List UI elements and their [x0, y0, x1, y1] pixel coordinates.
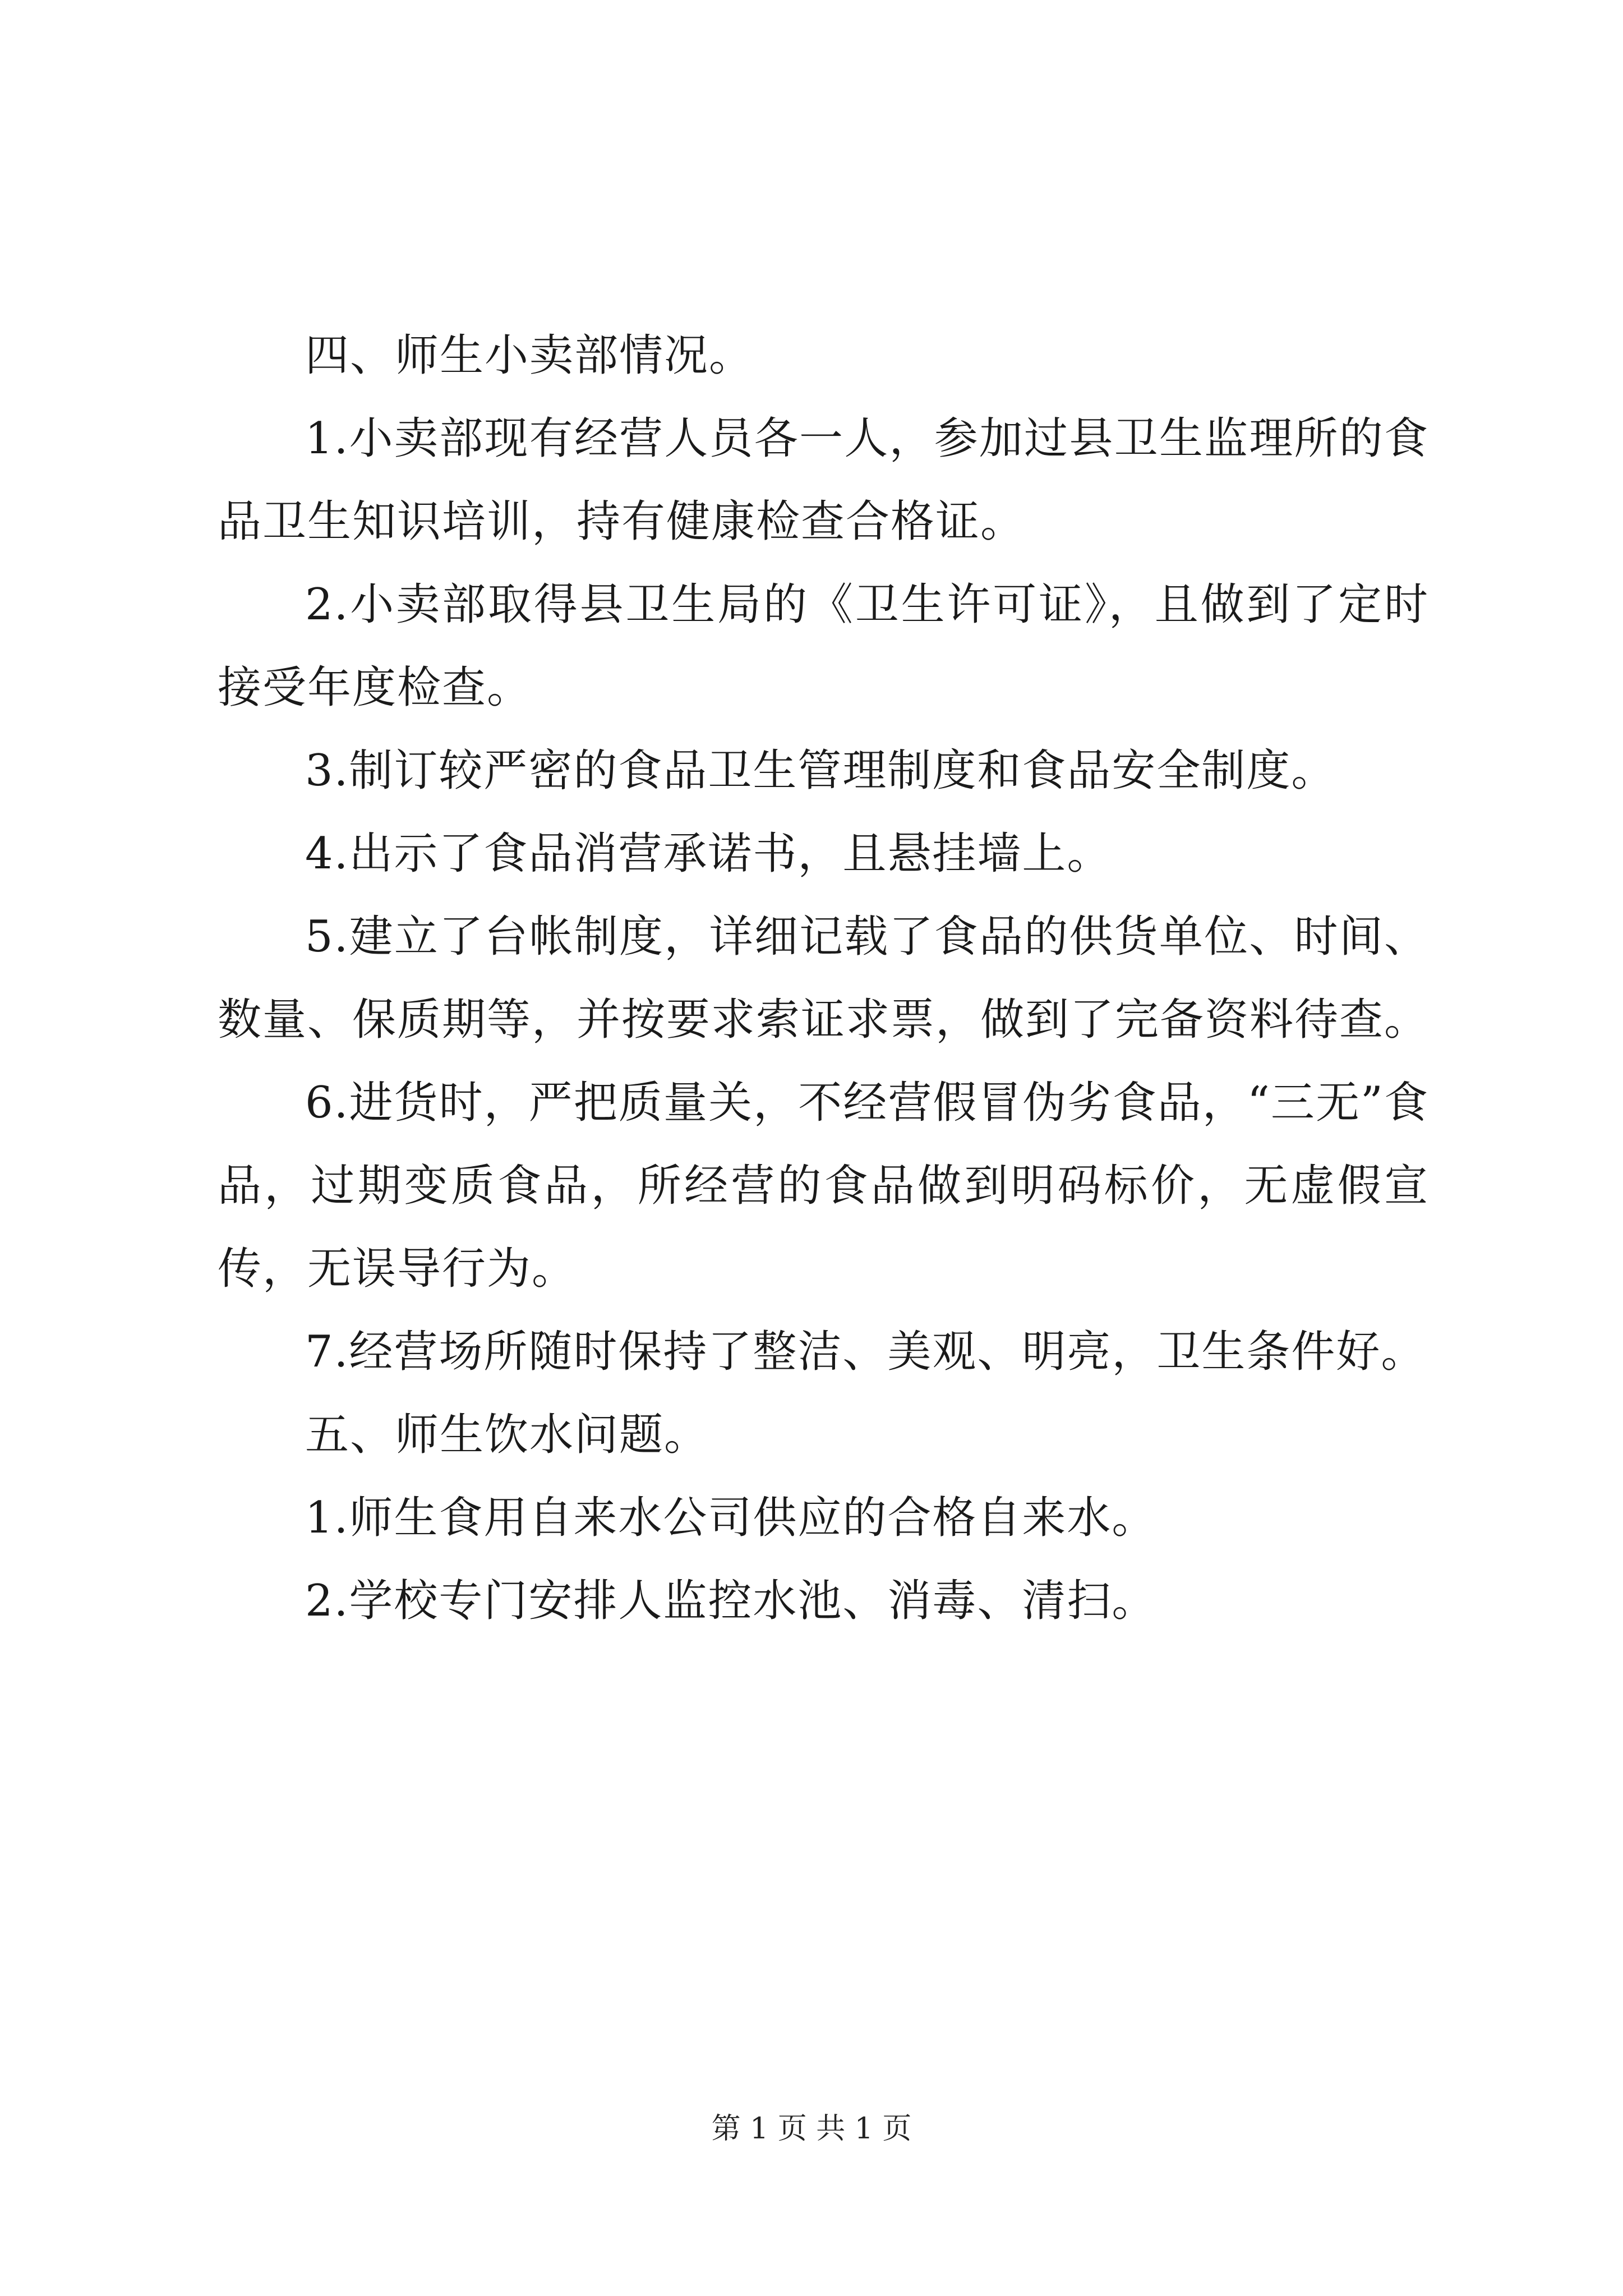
paragraph-item: 4.出示了食品消营承诺书，且悬挂墙上。 — [305, 829, 1112, 879]
section-heading-canteen: 四、师生小卖部情况。 — [305, 330, 754, 381]
paragraph-item: 2.学校专门安排人监控水池、消毒、清扫。 — [305, 1576, 1157, 1626]
paragraph-item: 1.小卖部现有经营人员各一人，参加过县卫生监理所的食品卫生知识培训，持有健康检查合格证。 — [218, 413, 1429, 547]
page-footer: 第 1 页 共 1 页 — [711, 2112, 912, 2146]
section-heading-water: 五、师生饮水问题。 — [305, 1410, 709, 1460]
paragraph-item: 6.进货时，严把质量关，不经营假冒伪劣食品，“三无”食品，过期变质食品，所经营的食品做到明码标价，无虚假宣传，无误导行为。 — [218, 1078, 1429, 1294]
paragraph-item: 7.经营场所随时保持了整洁、美观、明亮，卫生条件好。 — [305, 1327, 1426, 1377]
paragraph-item: 3.制订较严密的食品卫生管理制度和食品安全制度。 — [305, 746, 1336, 796]
paragraph-item: 1.师生食用自来水公司供应的合格自来水。 — [305, 1493, 1157, 1543]
document-body — [218, 314, 1429, 1642]
paragraph-item: 2.小卖部取得县卫生局的《卫生许可证》，且做到了定时接受年度检查。 — [218, 579, 1429, 713]
paragraph-item: 5.建立了台帐制度，详细记载了食品的供货单位、时间、数量、保质期等，并按要求索证求票，做到了完备资料待查。 — [218, 912, 1430, 1045]
